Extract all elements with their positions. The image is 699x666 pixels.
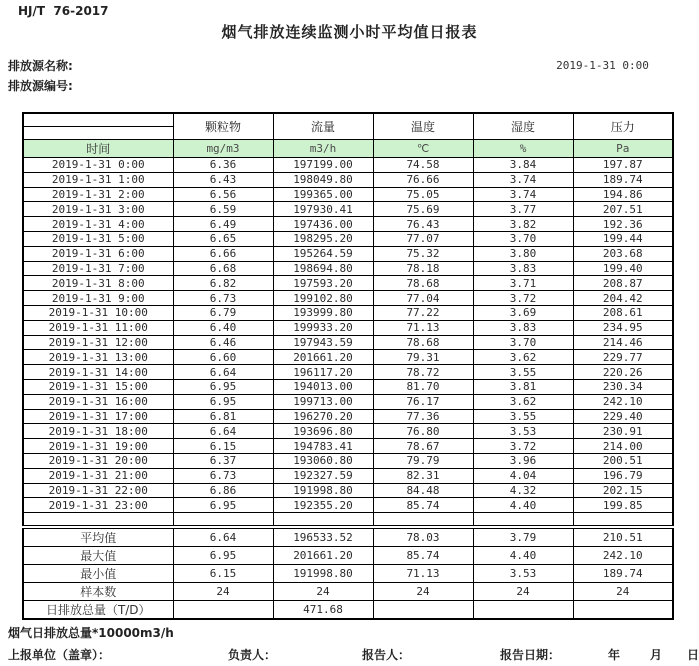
- row-dust-value: 6.15: [173, 439, 273, 454]
- summary-pressure-value: 210.51: [573, 527, 673, 547]
- row-pressure-value: 199.85: [573, 498, 673, 513]
- table-row: [23, 158, 673, 173]
- row-time: 2019-1-31 3:00: [23, 202, 173, 217]
- row-pressure-value: 202.15: [573, 483, 673, 498]
- summary-dust-value: [173, 601, 273, 620]
- report-table: [22, 112, 674, 620]
- row-temperature-value: 71.13: [373, 320, 473, 335]
- row-temperature-value: 85.74: [373, 498, 473, 513]
- summary-label: 最大值: [23, 547, 173, 565]
- row-flow-value: 198049.80: [273, 172, 373, 187]
- row-dust-value: 6.64: [173, 424, 273, 439]
- table-row: [23, 305, 673, 320]
- summary-pressure-value: 189.74: [573, 565, 673, 583]
- summary-temperature-value: 71.13: [373, 565, 473, 583]
- column-header-temperature: 温度: [373, 113, 473, 140]
- row-temperature-value: 78.68: [373, 276, 473, 291]
- row-time: 2019-1-31 4:00: [23, 217, 173, 232]
- row-time: 2019-1-31 2:00: [23, 187, 173, 202]
- summary-flow-value: 471.68: [273, 601, 373, 620]
- row-humidity-value: 3.96: [473, 453, 573, 468]
- row-humidity-value: 3.55: [473, 409, 573, 424]
- row-dust-value: 6.81: [173, 409, 273, 424]
- row-time: 2019-1-31 20:00: [23, 453, 173, 468]
- summary-humidity-value: 3.53: [473, 565, 573, 583]
- row-humidity-value: 3.71: [473, 276, 573, 291]
- summary-humidity-value: [473, 601, 573, 620]
- row-time: 2019-1-31 5:00: [23, 231, 173, 246]
- row-dust-value: 6.64: [173, 365, 273, 380]
- row-flow-value: 199365.00: [273, 187, 373, 202]
- spacer-row: [23, 513, 673, 528]
- column-header-dust: 颗粒物: [173, 113, 273, 140]
- row-dust-value: 6.37: [173, 453, 273, 468]
- row-dust-value: 6.68: [173, 261, 273, 276]
- row-temperature-value: 81.70: [373, 379, 473, 394]
- row-time: 2019-1-31 9:00: [23, 291, 173, 306]
- row-humidity-value: 3.70: [473, 231, 573, 246]
- table-row: [23, 498, 673, 513]
- row-pressure-value: 207.51: [573, 202, 673, 217]
- summary-flow-value: 201661.20: [273, 547, 373, 565]
- source-name-label: 排放源名称:: [8, 59, 73, 73]
- month-label: 月: [650, 648, 663, 662]
- row-time: 2019-1-31 12:00: [23, 335, 173, 350]
- row-pressure-value: 199.40: [573, 261, 673, 276]
- unit-flow: m3/h: [273, 140, 373, 158]
- summary-label: 平均值: [23, 527, 173, 547]
- summary-row: [23, 601, 673, 620]
- table-row: [23, 291, 673, 306]
- row-flow-value: 192327.59: [273, 468, 373, 483]
- row-pressure-value: 229.77: [573, 350, 673, 365]
- summary-temperature-value: 85.74: [373, 547, 473, 565]
- row-dust-value: 6.86: [173, 483, 273, 498]
- row-temperature-value: 77.07: [373, 231, 473, 246]
- row-temperature-value: 77.04: [373, 291, 473, 306]
- row-humidity-value: 3.55: [473, 365, 573, 380]
- row-humidity-value: 3.62: [473, 350, 573, 365]
- row-temperature-value: 76.66: [373, 172, 473, 187]
- row-time: 2019-1-31 8:00: [23, 276, 173, 291]
- table-row: [23, 335, 673, 350]
- row-flow-value: 197436.00: [273, 217, 373, 232]
- standard-code: HJ/T 76-2017: [18, 4, 109, 18]
- row-humidity-value: 3.70: [473, 335, 573, 350]
- unit-pressure: Pa: [573, 140, 673, 158]
- data-rows: [23, 158, 673, 513]
- row-dust-value: 6.73: [173, 468, 273, 483]
- row-dust-value: 6.73: [173, 291, 273, 306]
- table-row: [23, 439, 673, 454]
- row-flow-value: 199102.80: [273, 291, 373, 306]
- row-humidity-value: 4.04: [473, 468, 573, 483]
- row-temperature-value: 79.79: [373, 453, 473, 468]
- row-dust-value: 6.56: [173, 187, 273, 202]
- row-temperature-value: 82.31: [373, 468, 473, 483]
- row-flow-value: 196270.20: [273, 409, 373, 424]
- summary-humidity-value: 3.79: [473, 527, 573, 547]
- summary-label: 日排放总量（T/D）: [23, 601, 173, 620]
- page-title: 烟气排放连续监测小时平均值日报表: [221, 23, 478, 41]
- row-dust-value: 6.43: [173, 172, 273, 187]
- report-date-label: 报告日期：: [500, 648, 561, 662]
- row-pressure-value: 214.46: [573, 335, 673, 350]
- row-temperature-value: 77.22: [373, 305, 473, 320]
- row-time: 2019-1-31 14:00: [23, 365, 173, 380]
- row-time: 2019-1-31 10:00: [23, 305, 173, 320]
- table-row: [23, 379, 673, 394]
- column-header-humidity: 湿度: [473, 113, 573, 140]
- table-row: [23, 453, 673, 468]
- row-temperature-value: 75.69: [373, 202, 473, 217]
- unit-humidity: %: [473, 140, 573, 158]
- row-pressure-value: 194.86: [573, 187, 673, 202]
- table-row: [23, 483, 673, 498]
- row-flow-value: 193696.80: [273, 424, 373, 439]
- row-pressure-value: 208.61: [573, 305, 673, 320]
- row-pressure-value: 197.87: [573, 158, 673, 173]
- row-flow-value: 194013.00: [273, 379, 373, 394]
- table-row: [23, 172, 673, 187]
- summary-label: 最小值: [23, 565, 173, 583]
- row-flow-value: 201661.20: [273, 350, 373, 365]
- daily-total-note: 烟气日排放总量*10000m3/h: [8, 626, 174, 640]
- row-time: 2019-1-31 0:00: [23, 158, 173, 173]
- row-humidity-value: 3.72: [473, 439, 573, 454]
- summary-row: [23, 565, 673, 583]
- row-temperature-value: 84.48: [373, 483, 473, 498]
- row-pressure-value: 196.79: [573, 468, 673, 483]
- row-pressure-value: 200.51: [573, 453, 673, 468]
- row-temperature-value: 77.36: [373, 409, 473, 424]
- row-dust-value: 6.79: [173, 305, 273, 320]
- row-temperature-value: 76.17: [373, 394, 473, 409]
- row-temperature-value: 76.43: [373, 217, 473, 232]
- row-humidity-value: 3.84: [473, 158, 573, 173]
- row-flow-value: 198694.80: [273, 261, 373, 276]
- row-dust-value: 6.82: [173, 276, 273, 291]
- year-label: 年: [608, 648, 621, 662]
- row-pressure-value: 199.44: [573, 231, 673, 246]
- row-time: 2019-1-31 19:00: [23, 439, 173, 454]
- table-row: [23, 320, 673, 335]
- row-humidity-value: 3.74: [473, 172, 573, 187]
- header-row-top: [23, 113, 673, 127]
- row-dust-value: 6.36: [173, 158, 273, 173]
- row-humidity-value: 3.74: [473, 187, 573, 202]
- units-row: [23, 140, 673, 158]
- row-temperature-value: 74.58: [373, 158, 473, 173]
- row-humidity-value: 3.83: [473, 320, 573, 335]
- summary-row: [23, 547, 673, 565]
- row-dust-value: 6.60: [173, 350, 273, 365]
- row-temperature-value: 76.80: [373, 424, 473, 439]
- summary-humidity-value: 24: [473, 583, 573, 601]
- summary-flow-value: 24: [273, 583, 373, 601]
- row-dust-value: 6.65: [173, 231, 273, 246]
- row-flow-value: 196117.20: [273, 365, 373, 380]
- row-temperature-value: 79.31: [373, 350, 473, 365]
- summary-row: [23, 583, 673, 601]
- row-temperature-value: 78.72: [373, 365, 473, 380]
- summary-label: 样本数: [23, 583, 173, 601]
- table-row: [23, 365, 673, 380]
- row-flow-value: 193060.80: [273, 453, 373, 468]
- report-datetime: 2019-1-31 0:00: [556, 59, 649, 72]
- table-row: [23, 217, 673, 232]
- row-time: 2019-1-31 11:00: [23, 320, 173, 335]
- source-code-label: 排放源编号:: [8, 79, 73, 93]
- row-humidity-value: 3.81: [473, 379, 573, 394]
- row-dust-value: 6.95: [173, 379, 273, 394]
- summary-flow-value: 196533.52: [273, 527, 373, 547]
- table-row: [23, 202, 673, 217]
- summary-pressure-value: 242.10: [573, 547, 673, 565]
- row-flow-value: 199713.00: [273, 394, 373, 409]
- summary-pressure-value: 24: [573, 583, 673, 601]
- row-humidity-value: 3.62: [473, 394, 573, 409]
- row-flow-value: 191998.80: [273, 483, 373, 498]
- summary-temperature-value: 24: [373, 583, 473, 601]
- row-temperature-value: 75.05: [373, 187, 473, 202]
- summary-humidity-value: 4.40: [473, 547, 573, 565]
- row-pressure-value: 203.68: [573, 246, 673, 261]
- row-humidity-value: 3.69: [473, 305, 573, 320]
- summary-pressure-value: [573, 601, 673, 620]
- table-row: [23, 261, 673, 276]
- reporter-label: 报告人：: [362, 648, 411, 662]
- row-humidity-value: 3.82: [473, 217, 573, 232]
- row-humidity-value: 3.83: [473, 261, 573, 276]
- row-dust-value: 6.95: [173, 498, 273, 513]
- row-pressure-value: 204.42: [573, 291, 673, 306]
- row-time: 2019-1-31 16:00: [23, 394, 173, 409]
- row-dust-value: 6.46: [173, 335, 273, 350]
- row-time: 2019-1-31 18:00: [23, 424, 173, 439]
- table-row: [23, 350, 673, 365]
- row-humidity-value: 3.72: [473, 291, 573, 306]
- row-time: 2019-1-31 7:00: [23, 261, 173, 276]
- row-dust-value: 6.40: [173, 320, 273, 335]
- row-pressure-value: 242.10: [573, 394, 673, 409]
- row-pressure-value: 234.95: [573, 320, 673, 335]
- table-row: [23, 468, 673, 483]
- row-pressure-value: 189.74: [573, 172, 673, 187]
- time-header-split-top: [23, 113, 173, 127]
- column-header-flow: 流量: [273, 113, 373, 140]
- summary-temperature-value: 78.03: [373, 527, 473, 547]
- summary-dust-value: 24: [173, 583, 273, 601]
- row-time: 2019-1-31 1:00: [23, 172, 173, 187]
- row-time: 2019-1-31 23:00: [23, 498, 173, 513]
- row-humidity-value: 3.77: [473, 202, 573, 217]
- row-humidity-value: 3.80: [473, 246, 573, 261]
- row-dust-value: 6.66: [173, 246, 273, 261]
- responsible-person-label: 负责人：: [228, 648, 277, 662]
- row-time: 2019-1-31 15:00: [23, 379, 173, 394]
- time-header-split-bottom: [23, 127, 173, 140]
- row-dust-value: 6.95: [173, 394, 273, 409]
- summary-dust-value: 6.15: [173, 565, 273, 583]
- summary-flow-value: 191998.80: [273, 565, 373, 583]
- summary-row: [23, 527, 673, 547]
- row-temperature-value: 78.67: [373, 439, 473, 454]
- time-header: 时间: [23, 140, 173, 158]
- table-row: [23, 231, 673, 246]
- row-humidity-value: 4.40: [473, 498, 573, 513]
- row-pressure-value: 220.26: [573, 365, 673, 380]
- summary-temperature-value: [373, 601, 473, 620]
- row-time: 2019-1-31 13:00: [23, 350, 173, 365]
- column-header-pressure: 压力: [573, 113, 673, 140]
- unit-temperature: ℃: [373, 140, 473, 158]
- row-flow-value: 197199.00: [273, 158, 373, 173]
- day-label: 日: [687, 648, 699, 662]
- row-humidity-value: 3.53: [473, 424, 573, 439]
- row-flow-value: 194783.41: [273, 439, 373, 454]
- summary-dust-value: 6.64: [173, 527, 273, 547]
- row-dust-value: 6.59: [173, 202, 273, 217]
- row-flow-value: 198295.20: [273, 231, 373, 246]
- row-time: 2019-1-31 22:00: [23, 483, 173, 498]
- row-humidity-value: 4.32: [473, 483, 573, 498]
- table-row: [23, 246, 673, 261]
- table-row: [23, 424, 673, 439]
- report-unit-label: 上报单位（盖章）：: [8, 648, 111, 662]
- row-flow-value: 197593.20: [273, 276, 373, 291]
- row-dust-value: 6.49: [173, 217, 273, 232]
- table-row: [23, 394, 673, 409]
- row-flow-value: 193999.80: [273, 305, 373, 320]
- row-pressure-value: 230.34: [573, 379, 673, 394]
- row-temperature-value: 75.32: [373, 246, 473, 261]
- summary-dust-value: 6.95: [173, 547, 273, 565]
- row-flow-value: 197943.59: [273, 335, 373, 350]
- row-pressure-value: 214.00: [573, 439, 673, 454]
- summary-rows: [23, 527, 673, 619]
- row-pressure-value: 192.36: [573, 217, 673, 232]
- row-time: 2019-1-31 6:00: [23, 246, 173, 261]
- row-flow-value: 197930.41: [273, 202, 373, 217]
- row-time: 2019-1-31 21:00: [23, 468, 173, 483]
- row-flow-value: 192355.20: [273, 498, 373, 513]
- row-pressure-value: 230.91: [573, 424, 673, 439]
- row-temperature-value: 78.68: [373, 335, 473, 350]
- row-flow-value: 199933.20: [273, 320, 373, 335]
- unit-dust: mg/m3: [173, 140, 273, 158]
- table-row: [23, 409, 673, 424]
- row-flow-value: 195264.59: [273, 246, 373, 261]
- row-temperature-value: 78.18: [373, 261, 473, 276]
- row-time: 2019-1-31 17:00: [23, 409, 173, 424]
- row-pressure-value: 208.87: [573, 276, 673, 291]
- table-row: [23, 276, 673, 291]
- row-pressure-value: 229.40: [573, 409, 673, 424]
- table-row: [23, 187, 673, 202]
